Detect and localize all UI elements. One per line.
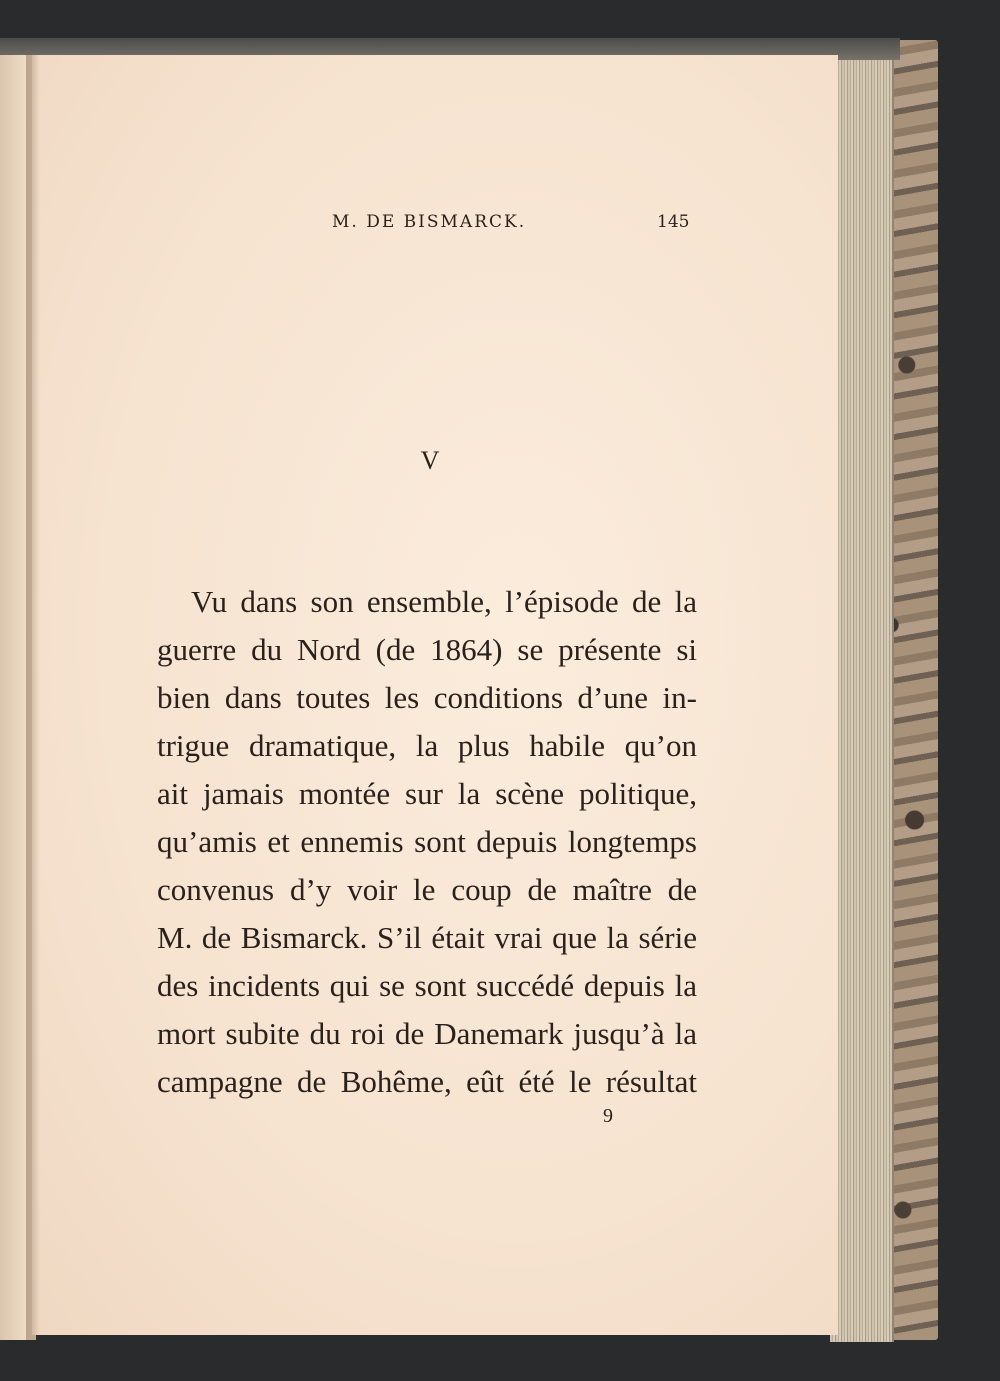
text-line: ait jamais montée sur la scène politique, bbox=[157, 776, 697, 811]
page-edges bbox=[830, 52, 894, 1342]
gutter-shadow bbox=[26, 55, 40, 1340]
text-line: convenus d’y voir le coup de maître de bbox=[157, 872, 697, 907]
text-line: des incidents qui se sont succédé depuis la bbox=[157, 968, 697, 1003]
text-line: campagne de Bohême, eût été le résultat bbox=[157, 1064, 697, 1099]
text-line: trigue dramatique, la plus habile qu’on bbox=[157, 728, 697, 763]
chapter-number: V bbox=[420, 446, 440, 475]
text-line: guerre du Nord (de 1864) se présente si bbox=[157, 632, 697, 667]
running-head-title: M. DE BISMARCK. bbox=[332, 212, 527, 232]
text-line: M. de Bismarck. S’il était vrai que la série bbox=[157, 920, 697, 955]
page-number: 145 bbox=[657, 212, 690, 232]
signature-mark: 9 bbox=[603, 1105, 613, 1127]
text-line: bien dans toutes les conditions d’une in- bbox=[157, 680, 697, 715]
text-line: qu’amis et ennemis sont depuis longtemps bbox=[157, 824, 697, 859]
running-head bbox=[0, 212, 1000, 242]
body-paragraph bbox=[157, 578, 697, 1106]
text-line: mort subite du roi de Danemark jusqu’à la bbox=[157, 1016, 697, 1051]
text-line: Vu dans son ensemble, l’épisode de la bbox=[191, 584, 697, 619]
